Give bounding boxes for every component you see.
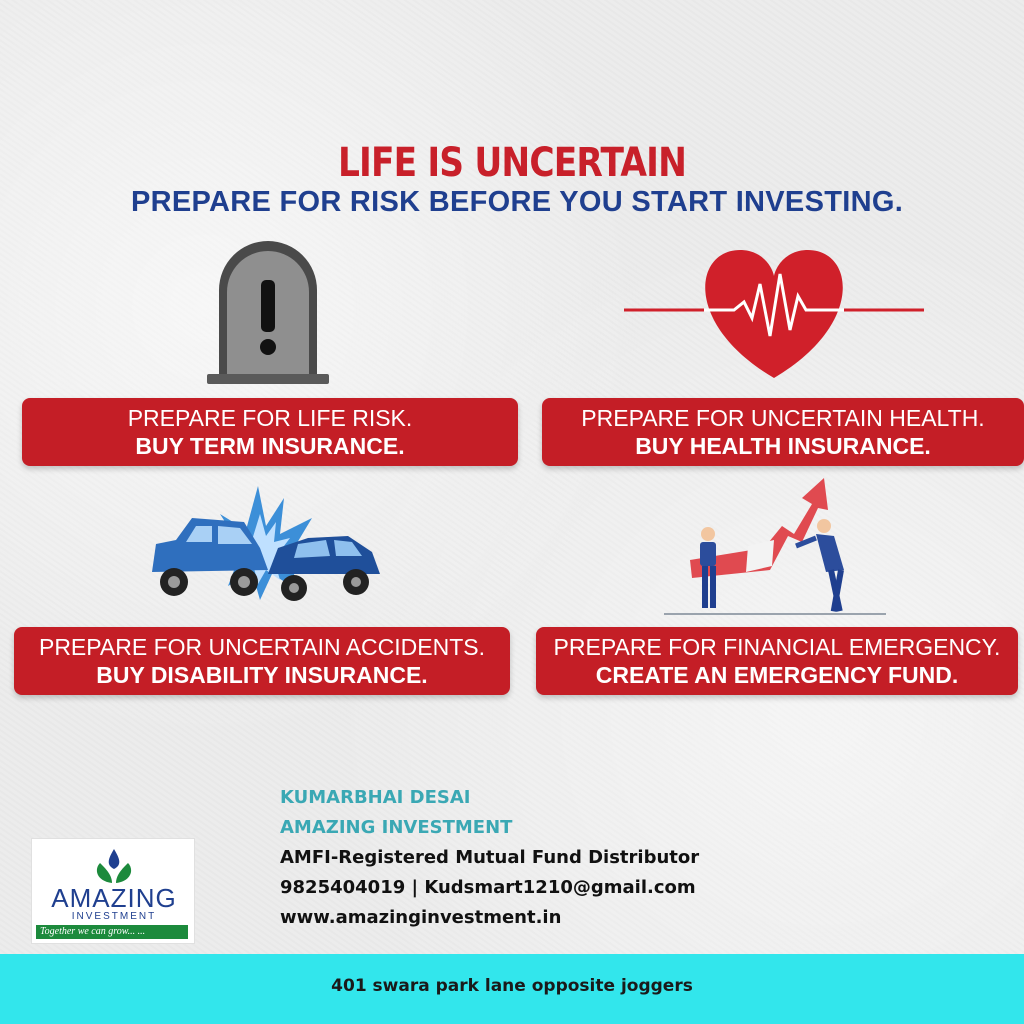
contact-phone-email: 9825404019 | Kudsmart1210@gmail.com	[280, 877, 696, 898]
card-line1: PREPARE FOR LIFE RISK.	[127, 405, 413, 431]
logo-tagline: Together we can grow... ...	[36, 925, 188, 939]
heartbeat-icon	[622, 244, 926, 380]
company-logo	[31, 838, 195, 944]
card-line1: PREPARE FOR UNCERTAIN HEALTH.	[581, 405, 985, 431]
footer-bar	[0, 954, 1024, 1024]
logo-wordmark: AMAZING	[51, 883, 177, 913]
contact-website: www.amazinginvestment.in	[280, 907, 562, 928]
card-line2: BUY HEALTH INSURANCE.	[635, 433, 931, 459]
card-line2: BUY TERM INSURANCE.	[135, 433, 405, 459]
card-life-risk	[22, 398, 518, 466]
contact-role: AMFI-Registered Mutual Fund Distributor	[280, 847, 700, 868]
card-line1: PREPARE FOR FINANCIAL EMERGENCY.	[553, 634, 1001, 660]
footer-address: 401 swara park lane opposite joggers	[331, 976, 693, 996]
tombstone-icon	[205, 240, 331, 386]
card-health	[542, 398, 1024, 466]
card-accidents	[14, 627, 510, 695]
contact-name: KUMARBHAI DESAI	[280, 787, 471, 808]
card-line2: CREATE AN EMERGENCY FUND.	[595, 662, 959, 688]
logo-subtitle: INVESTMENT	[71, 911, 157, 922]
page-title: LIFE IS UNCERTAIN	[337, 140, 687, 186]
page-subtitle: PREPARE FOR RISK BEFORE YOU START INVESTING.	[130, 186, 904, 218]
car-crash-icon	[148, 478, 388, 614]
card-emergency	[536, 627, 1018, 695]
contact-company: AMAZING INVESTMENT	[280, 817, 513, 838]
card-line2: BUY DISABILITY INSURANCE.	[96, 662, 428, 688]
growth-arrow-icon	[664, 474, 888, 618]
leaf-drop-icon	[92, 847, 136, 885]
card-line1: PREPARE FOR UNCERTAIN ACCIDENTS.	[38, 634, 485, 660]
